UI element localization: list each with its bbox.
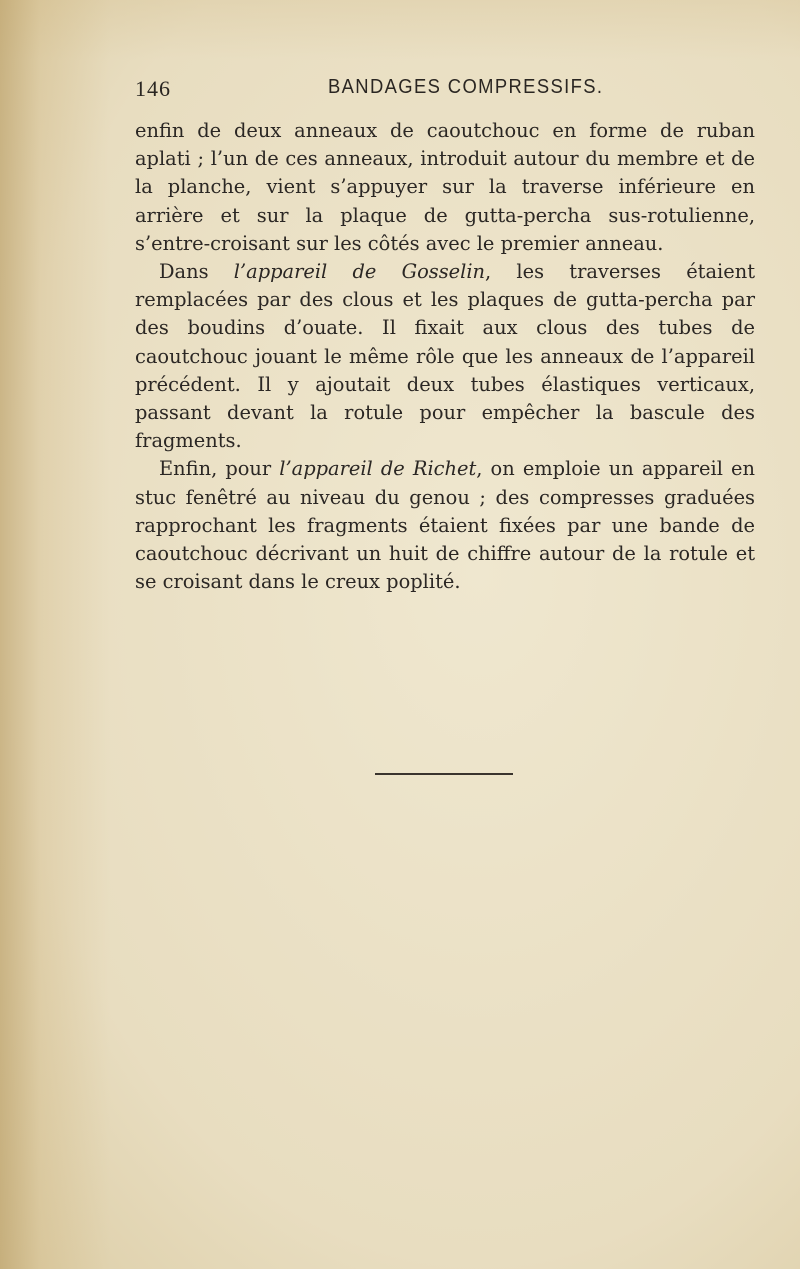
paragraph-richet [135,455,755,596]
paragraph-text: , les traverses étaient remplacées par des clous et les plaques de gutta-percha par des boudins d’ouate. Il fixait aux clous des tubes de caoutchouc jouant le même rôle que les anneaux de l’appareil précédent. Il y ajoutait deux tubes élastiques verticaux, passant devant la rotule pour empêcher la bascule des fragments. [135,260,755,453]
paragraph-emphasis: l’appareil de Gosselin [233,260,486,284]
paragraph-emphasis: l’appareil de Richet [279,457,477,481]
paragraph-continuation [135,117,755,258]
paragraph-gosselin [135,258,755,455]
paragraph-text: enfin de deux anneaux de caoutchouc en forme de ruban aplati ; l’un de ces anneaux, introduit autour du membre et de la planche, vient s’appuyer sur la traverse inférieure en arrière et sur la plaque de gutta-percha sus-rotulienne, s’entre-croisant sur les côtés avec le premier anneau. [135,119,755,255]
paragraph-text: , on emploie un appareil en stuc fenêtré au niveau du genou ; des compresses graduées rapprochant les fragments étaient fixées par une bande de caoutchouc décrivant un huit de chiffre autour de la rotule et se croisant dans le creux poplité. [135,457,756,594]
running-head [135,72,755,106]
section-end-rule [375,773,513,775]
running-title: BANDAGES COMPRESSIFS. [328,76,604,98]
page-number: 146 [135,76,171,101]
paragraph-lead: Dans [159,260,234,284]
paragraph-lead: Enfin, pour [159,457,280,481]
body-text [135,117,755,596]
